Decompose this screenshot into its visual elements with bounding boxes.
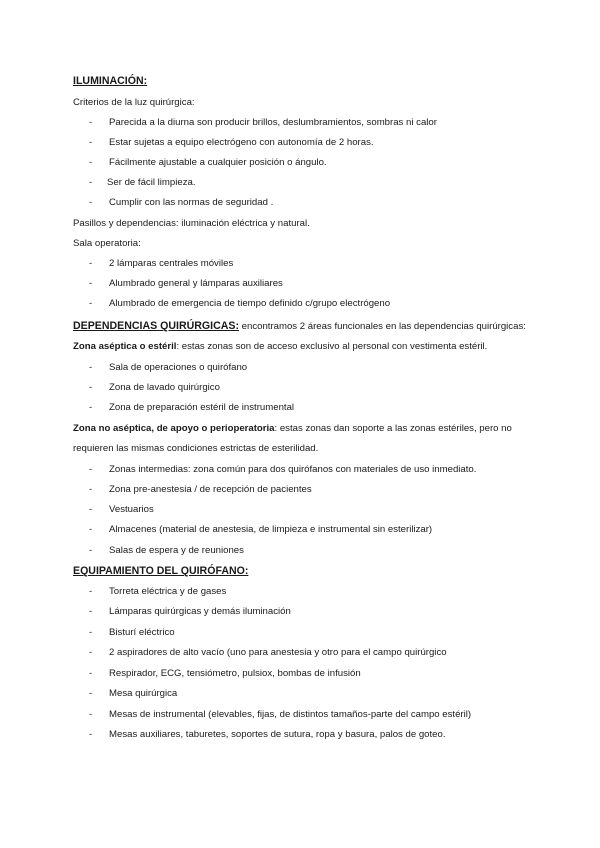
bullet-dash: - xyxy=(89,524,93,535)
bullet-dash: - xyxy=(89,177,93,188)
bullet-dash: - xyxy=(89,709,93,720)
bullet-dash: - xyxy=(89,197,93,208)
list-item xyxy=(73,627,543,639)
list-item xyxy=(73,177,543,189)
bullet-dash: - xyxy=(89,137,93,148)
list-item xyxy=(73,278,543,290)
list-item xyxy=(73,258,543,270)
nonaseptic-paragraph xyxy=(73,423,512,435)
list-item xyxy=(73,298,543,310)
bullet-dash: - xyxy=(89,258,93,269)
pasillos-text: Pasillos y dependencias: iluminación eléctrica y natural. xyxy=(73,218,310,229)
list-item xyxy=(73,362,543,374)
bullet-dash: - xyxy=(89,668,93,679)
list-item-text: Torreta eléctrica y de gases xyxy=(109,586,227,597)
dependencias-paragraph xyxy=(73,320,526,333)
section-heading-dependencias: DEPENDENCIAS QUIRÚRGICAS: xyxy=(73,320,239,332)
bullet-dash: - xyxy=(89,278,93,289)
list-item-text: Estar sujetas a equipo electrógeno con autonomía de 2 horas. xyxy=(109,137,374,148)
bullet-dash: - xyxy=(89,362,93,373)
bullet-dash: - xyxy=(89,298,93,309)
list-item xyxy=(73,668,543,680)
bullet-dash: - xyxy=(89,464,93,475)
list-item-text: Ser de fácil limpieza. xyxy=(107,177,196,188)
bullet-dash: - xyxy=(89,647,93,658)
bullet-dash: - xyxy=(89,382,93,393)
bullet-dash: - xyxy=(89,484,93,495)
list-item xyxy=(73,117,543,129)
list-item-text: Vestuarios xyxy=(109,504,154,515)
bullet-dash: - xyxy=(89,157,93,168)
bullet-dash: - xyxy=(89,606,93,617)
list-item xyxy=(73,157,543,169)
list-item xyxy=(73,137,543,149)
list-item xyxy=(73,402,543,414)
list-item xyxy=(73,606,543,618)
list-item-text: Bisturí eléctrico xyxy=(109,627,175,638)
list-item-text: Salas de espera y de reuniones xyxy=(109,545,244,556)
aseptic-label: Zona aséptica o estéril xyxy=(73,341,177,352)
nonaseptic-text: : estas zonas dan soporte a las zonas estériles, pero no xyxy=(274,423,512,434)
list-item-text: Zona pre-anestesia / de recepción de pacientes xyxy=(109,484,312,495)
list-item xyxy=(73,729,543,741)
list-item-text: Lámparas quirúrgicas y demás iluminación xyxy=(109,606,291,617)
list-item-text: Mesas auxiliares, taburetes, soportes de sutura, ropa y basura, palos de goteo. xyxy=(109,729,446,740)
list-item-text: 2 lámparas centrales móviles xyxy=(109,258,234,269)
list-item xyxy=(73,197,543,209)
list-item-text: Alumbrado general y lámparas auxiliares xyxy=(109,278,283,289)
aseptic-paragraph xyxy=(73,341,487,353)
list-item-text: Mesas de instrumental (elevables, fijas, de distintos tamaños-parte del campo estéril) xyxy=(109,709,472,720)
list-item-text: 2 aspiradores de alto vacío (uno para anestesia y otro para el campo quirúrgico xyxy=(109,647,447,658)
aseptic-text: : estas zonas son de acceso exclusivo al personal con vestimenta estéril. xyxy=(176,341,488,352)
list-item-text: Sala de operaciones o quirófano xyxy=(109,362,248,373)
list-item-text: Mesa quirúrgica xyxy=(109,688,178,699)
list-item-text: Zonas intermedias: zona común para dos quirófanos con materiales de uso inmediato. xyxy=(109,464,477,475)
nonaseptic-text-continued: requieren las mismas condiciones estrictas de esterilidad. xyxy=(73,443,319,454)
bullet-dash: - xyxy=(89,545,93,556)
list-item-text: Almacenes (material de anestesia, de limpieza e instrumental sin esterilizar) xyxy=(109,524,433,535)
dependencias-intro: encontramos 2 áreas funcionales en las dependencias quirúrgicas: xyxy=(238,321,526,332)
list-item-text: Zona de lavado quirúrgico xyxy=(109,382,220,393)
list-item xyxy=(73,647,543,659)
section-heading-iluminacion: ILUMINACIÓN: xyxy=(73,75,148,87)
nonaseptic-label: Zona no aséptica, de apoyo o perioperatoria xyxy=(73,423,275,434)
bullet-dash: - xyxy=(89,688,93,699)
list-item xyxy=(73,504,543,516)
list-item xyxy=(73,464,543,476)
list-item-text: Fácilmente ajustable a cualquier posición o ángulo. xyxy=(109,157,327,168)
list-item-text: Respirador, ECG, tensiómetro, pulsiox, bombas de infusión xyxy=(109,668,361,679)
list-item xyxy=(73,524,543,536)
sala-label: Sala operatoria: xyxy=(73,238,141,249)
list-item-text: Alumbrado de emergencia de tiempo definido c/grupo electrógeno xyxy=(109,298,391,309)
bullet-dash: - xyxy=(89,729,93,740)
bullet-dash: - xyxy=(89,504,93,515)
list-item xyxy=(73,586,543,598)
bullet-dash: - xyxy=(89,586,93,597)
list-item xyxy=(73,545,543,557)
bullet-dash: - xyxy=(89,117,93,128)
bullet-dash: - xyxy=(89,627,93,638)
section-heading-equipamiento: EQUIPAMIENTO DEL QUIRÓFANO: xyxy=(73,565,249,577)
list-item xyxy=(73,382,543,394)
list-item-text: Cumplir con las normas de seguridad . xyxy=(109,197,274,208)
list-item-text: Zona de preparación estéril de instrumental xyxy=(109,402,295,413)
bullet-dash: - xyxy=(89,402,93,413)
criteria-label: Criterios de la luz quirúrgica: xyxy=(73,97,195,108)
list-item xyxy=(73,484,543,496)
list-item xyxy=(73,709,543,721)
list-item xyxy=(73,688,543,700)
list-item-text: Parecida a la diurna son producir brillos, deslumbramientos, sombras ni calor xyxy=(109,117,437,128)
